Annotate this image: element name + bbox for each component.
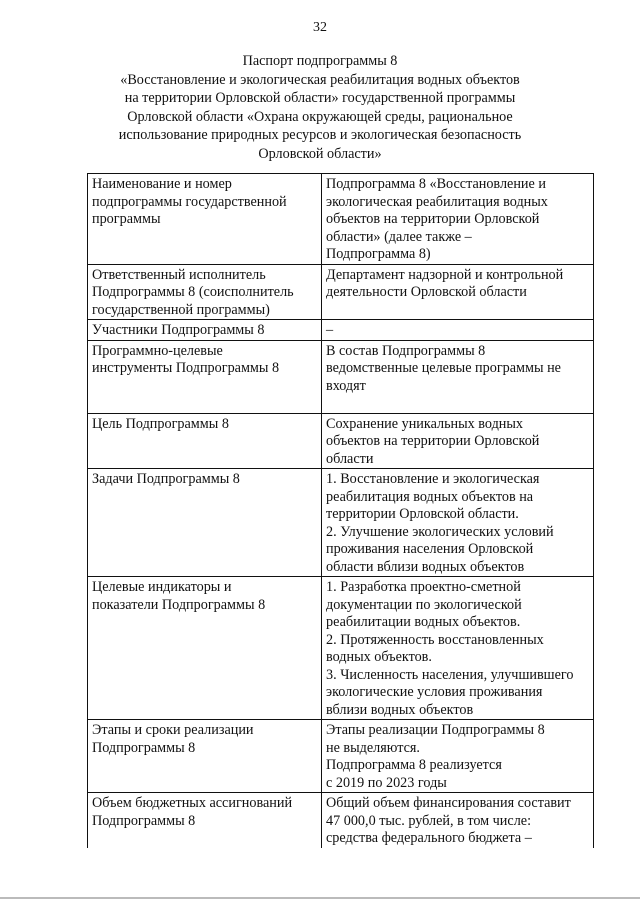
title-line: «Восстановление и экологическая реабилитация водных объектов <box>120 71 520 88</box>
row-label-line: подпрограммы государственной <box>92 193 287 210</box>
row-label-line: показатели Подпрограммы 8 <box>92 596 266 613</box>
row-value-line: 47 000,0 тыс. рублей, в том числе: <box>326 812 532 829</box>
row-value-line: 1. Разработка проектно-сметной <box>326 579 521 595</box>
row-label-line: Этапы и сроки реализации <box>92 722 254 738</box>
row-value-line: 1. Восстановление и экологическая <box>326 471 540 487</box>
row-label-cell <box>88 720 322 793</box>
passport-row <box>88 264 594 320</box>
row-label-line: программы <box>92 211 161 227</box>
title-line: Орловской области «Охрана окружающей среды, рациональное <box>127 108 513 125</box>
passport-table <box>87 173 594 848</box>
row-label-line: Участники Подпрограммы 8 <box>92 322 265 338</box>
row-value-cell <box>322 174 594 265</box>
row-label-line: государственной программы) <box>92 301 270 318</box>
row-value-line: Сохранение уникальных водных <box>326 415 524 432</box>
row-value-line: Департамент надзорной и контрольной <box>326 266 564 283</box>
passport-row <box>88 720 594 793</box>
passport-row <box>88 469 594 577</box>
row-value-line: входят <box>326 377 366 394</box>
row-value-line: деятельности Орловской области <box>326 284 527 300</box>
passport-row <box>88 413 594 469</box>
row-label-cell <box>88 320 322 341</box>
row-value-cell <box>322 320 594 341</box>
row-value-line: Этапы реализации Подпрограммы 8 <box>326 722 545 738</box>
row-label-line: Ответственный исполнитель <box>92 266 266 283</box>
row-label-line: Программно-целевые <box>92 342 223 359</box>
row-value-line: области вблизи водных объектов <box>326 558 525 575</box>
row-value-line: Подпрограмма 8 «Восстановление и <box>326 176 546 192</box>
passport-table-body <box>88 174 594 848</box>
row-value-line: реабилитация водных объектов на <box>326 488 534 505</box>
title-line: Паспорт подпрограммы 8 <box>242 53 398 69</box>
page-bottom-edge <box>0 897 640 899</box>
passport-row <box>88 174 594 265</box>
row-value-line: вблизи водных объектов <box>326 701 474 718</box>
row-value-line: области <box>326 450 374 467</box>
passport-row <box>88 340 594 413</box>
passport-row <box>88 320 594 341</box>
row-label-line: инструменты Подпрограммы 8 <box>92 360 280 376</box>
row-value-cell <box>322 793 594 848</box>
row-value-line: Подпрограмма 8 реализуется <box>326 757 502 773</box>
row-value-line: экологическая реабилитация водных <box>326 193 548 210</box>
row-value-line: реабилитации водных объектов. <box>326 614 521 630</box>
row-value-line: водных объектов. <box>326 649 432 665</box>
row-label-line: Подпрограммы 8 <box>92 812 196 829</box>
row-label-cell <box>88 413 322 469</box>
row-value-line: объектов на территории Орловской <box>326 211 540 227</box>
row-value-line: территории Орловской области. <box>326 506 519 522</box>
row-value-line: – <box>326 322 334 338</box>
row-value-line: В состав Подпрограммы 8 <box>326 342 486 359</box>
row-value-line: документации по экологической <box>326 596 522 613</box>
row-label-cell <box>88 793 322 848</box>
row-value-cell <box>322 340 594 413</box>
row-label-line: Подпрограммы 8 (соисполнитель <box>92 284 294 300</box>
title-line: на территории Орловской области» государственной программы <box>124 90 516 107</box>
row-value-line: средства федерального бюджета – <box>326 830 532 846</box>
row-label-line: Цель Подпрограммы 8 <box>92 415 229 432</box>
row-value-cell <box>322 413 594 469</box>
row-value-line <box>326 395 589 413</box>
row-value-line: 3. Численность населения, улучшившего <box>326 666 574 683</box>
row-value-line: области» (далее также – <box>326 228 472 245</box>
row-value-line: экологические условия проживания <box>326 684 543 700</box>
row-value-cell <box>322 577 594 720</box>
row-value-line: Подпрограмма 8) <box>326 246 431 262</box>
document-title <box>95 52 545 164</box>
row-value-line: 2. Протяженность восстановленных <box>326 631 544 648</box>
row-value-line: с 2019 по 2023 годы <box>326 774 447 791</box>
row-label-cell <box>88 174 322 265</box>
title-line: Орловской области» <box>258 145 382 162</box>
row-label-cell <box>88 264 322 320</box>
row-value-cell <box>322 720 594 793</box>
row-value-cell <box>322 264 594 320</box>
passport-row <box>88 793 594 848</box>
row-label-line: Задачи Подпрограммы 8 <box>92 471 240 487</box>
title-line: использование природных ресурсов и экологическая безопасность <box>118 127 522 144</box>
row-value-line: Общий объем финансирования составит <box>326 795 571 811</box>
passport-row <box>88 577 594 720</box>
row-value-line: не выделяются. <box>326 739 420 756</box>
page-number: 32 <box>313 20 327 35</box>
row-label-line: Подпрограммы 8 <box>92 739 196 756</box>
row-label-cell <box>88 469 322 577</box>
row-value-line: проживания населения Орловской <box>326 541 534 557</box>
row-value-line: ведомственные целевые программы не <box>326 360 561 376</box>
row-value-cell <box>322 469 594 577</box>
row-label-line: Целевые индикаторы и <box>92 579 232 595</box>
row-label-line: Наименование и номер <box>92 176 232 192</box>
row-label-cell <box>88 577 322 720</box>
row-value-line: 2. Улучшение экологических условий <box>326 523 554 540</box>
row-value-line: объектов на территории Орловской <box>326 433 540 449</box>
row-label-line: Объем бюджетных ассигнований <box>92 795 293 811</box>
row-label-cell <box>88 340 322 413</box>
